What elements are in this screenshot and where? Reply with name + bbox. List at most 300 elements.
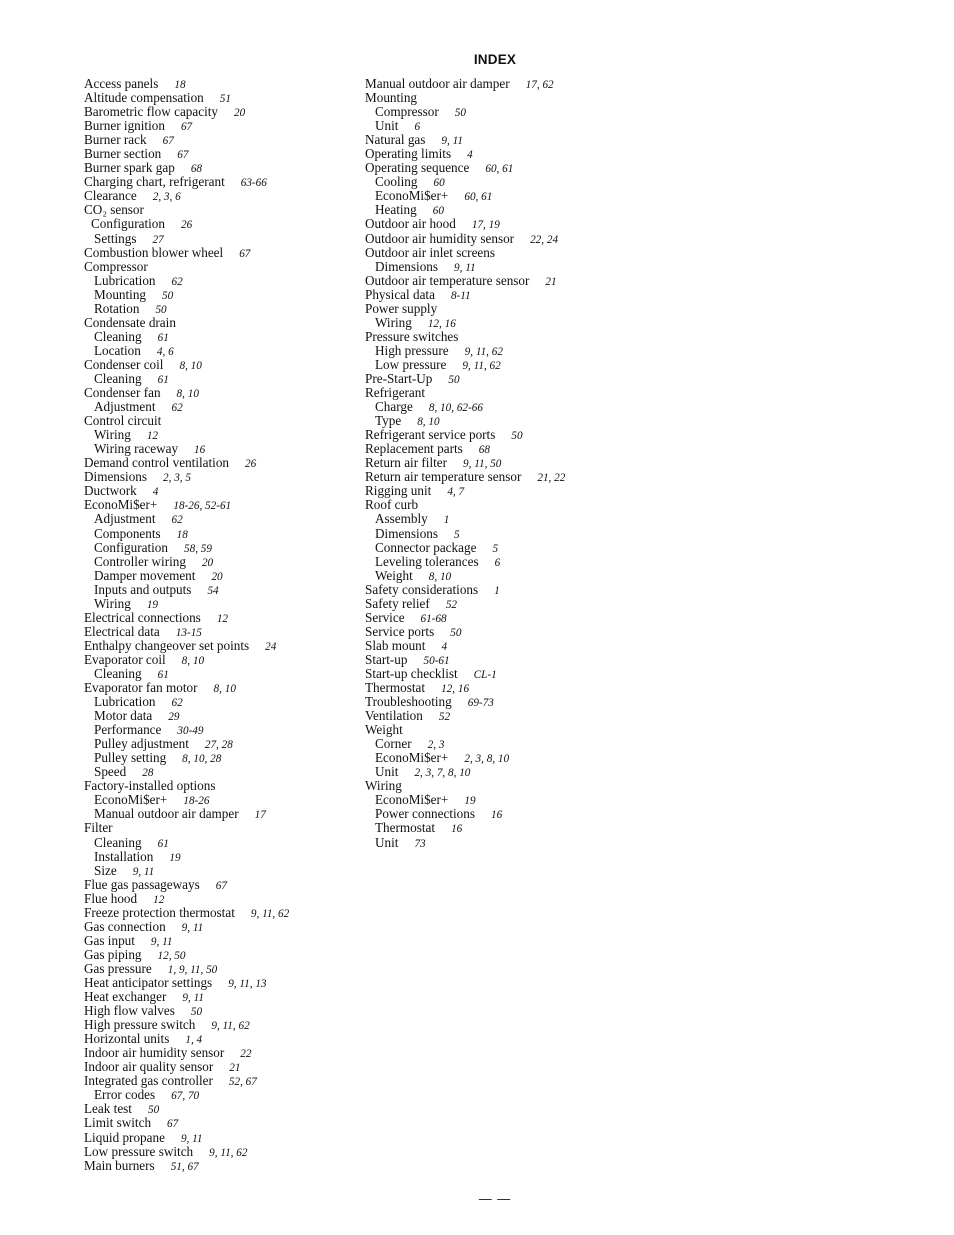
index-term: Settings xyxy=(94,230,137,246)
index-term: Components xyxy=(94,525,161,541)
index-subentry xyxy=(84,793,354,807)
index-term: Roof curb xyxy=(365,497,419,513)
index-page-ref: 68 xyxy=(190,163,203,176)
index-term: Outdoor air hood xyxy=(365,216,456,232)
index-page-ref: 27 xyxy=(152,233,164,246)
index-entry xyxy=(84,105,354,119)
index-entry xyxy=(84,133,354,147)
index-page-ref: 18-26 xyxy=(183,795,210,808)
index-entry xyxy=(84,456,354,470)
index-page-ref: 22 xyxy=(240,1048,252,1061)
index-term: Weight xyxy=(375,567,413,583)
index-page-ref: 61 xyxy=(157,837,169,850)
index-page-ref: CL-1 xyxy=(473,668,497,681)
index-page-ref: 67 xyxy=(167,1118,179,1131)
index-term: Motor data xyxy=(94,708,153,724)
index-subentry xyxy=(84,597,354,611)
index-entry xyxy=(84,878,354,892)
index-entry xyxy=(84,1018,354,1032)
index-entry xyxy=(84,990,354,1004)
index-subentry xyxy=(84,751,354,765)
index-entry xyxy=(84,653,354,667)
index-term: Low pressure xyxy=(375,356,447,372)
index-term: Dimensions xyxy=(375,258,439,274)
index-page-ref: 21, 22 xyxy=(537,472,566,485)
index-term: Cleaning xyxy=(94,834,142,850)
page-footer: — — xyxy=(478,1191,512,1206)
index-page-ref: 21 xyxy=(229,1062,241,1075)
index-page-ref: 58, 59 xyxy=(184,542,212,555)
index-page-ref: 50 xyxy=(450,626,462,639)
index-term: Manual outdoor air damper xyxy=(94,806,239,822)
index-entry xyxy=(84,161,354,175)
index-term: Enthalpy changeover set points xyxy=(84,637,250,653)
index-entry xyxy=(84,934,354,948)
index-subentry xyxy=(84,807,354,821)
index-entry xyxy=(84,386,354,400)
index-page-ref: 62 xyxy=(171,514,183,527)
index-page-ref: 8, 10, 62-66 xyxy=(428,402,483,415)
index-term: Thermostat xyxy=(365,680,426,696)
index-page-ref: 19 xyxy=(169,851,181,864)
index-entry xyxy=(365,91,665,105)
index-page-ref: 52 xyxy=(438,711,451,724)
index-page-ref: 50 xyxy=(511,430,523,443)
index-entry xyxy=(365,723,665,737)
index-subentry xyxy=(365,203,665,217)
index-subentry xyxy=(84,723,354,737)
index-term: Burner ignition xyxy=(84,118,165,134)
index-term: Controller wiring xyxy=(94,553,186,569)
index-term: Indoor air quality sensor xyxy=(84,1059,214,1075)
index-page-ref: 2, 3, 6 xyxy=(152,191,181,204)
index-page-ref: 17 xyxy=(254,809,266,822)
index-page-ref: 26 xyxy=(245,458,257,471)
index-term: Dimensions xyxy=(84,469,148,485)
index-page-ref: 21 xyxy=(545,275,557,288)
index-term: Compressor xyxy=(84,258,148,274)
index-entry xyxy=(84,484,354,498)
index-term: Replacement parts xyxy=(365,441,463,457)
index-entry xyxy=(84,625,354,639)
index-entry xyxy=(365,288,665,302)
index-entry xyxy=(365,386,665,400)
index-term: Gas input xyxy=(84,932,135,948)
index-subentry xyxy=(84,330,354,344)
index-page-ref: 4, 6 xyxy=(156,345,174,358)
index-page-ref: 1, 9, 11, 50 xyxy=(167,963,218,976)
index-page-ref: 50 xyxy=(147,1104,160,1117)
index-term: Location xyxy=(94,342,141,358)
index-term: Refrigerant xyxy=(365,385,426,401)
index-term: Barometric flow capacity xyxy=(84,104,219,120)
index-page-ref: 12 xyxy=(146,430,159,443)
index-page-ref: 17, 19 xyxy=(471,219,500,232)
index-term: Type xyxy=(375,413,402,429)
index-page-ref: 9, 11 xyxy=(150,935,173,948)
index-subentry xyxy=(365,569,665,583)
index-term: Damper movement xyxy=(94,567,196,583)
index-term: Leveling tolerances xyxy=(375,553,479,569)
index-term: Control circuit xyxy=(84,413,162,429)
index-page-ref: 8, 10 xyxy=(176,388,199,401)
index-page-ref: 8, 10 xyxy=(213,683,236,696)
index-subentry xyxy=(84,232,354,246)
index-entry xyxy=(84,892,354,906)
index-entry xyxy=(84,920,354,934)
index-term: CO₂ sensor xyxy=(84,202,144,218)
index-page-ref: 9, 11, 62 xyxy=(211,1020,250,1033)
index-term: Gas pressure xyxy=(84,960,152,976)
index-term: Indoor air humidity sensor xyxy=(84,1045,225,1061)
index-term: Cleaning xyxy=(94,328,142,344)
index-page-ref: 69-73 xyxy=(467,697,494,710)
index-term: Clearance xyxy=(84,188,137,204)
index-entry xyxy=(365,133,665,147)
index-term: Leak test xyxy=(84,1101,132,1117)
index-subentry xyxy=(365,316,665,330)
index-term: Ductwork xyxy=(84,483,137,499)
index-term: Operating limits xyxy=(365,146,452,162)
index-subentry xyxy=(84,541,354,555)
index-subentry xyxy=(84,442,354,456)
index-term: EconoMi$er+ xyxy=(375,792,449,808)
index-term: High flow valves xyxy=(84,1003,175,1019)
index-entry xyxy=(365,611,665,625)
index-page-ref: 2, 3, 5 xyxy=(163,472,191,485)
index-entry xyxy=(365,442,665,456)
index-term: Burner section xyxy=(84,146,162,162)
index-term: Connector package xyxy=(375,539,477,555)
index-term: Demand control ventilation xyxy=(84,455,230,471)
index-page-ref: 17, 62 xyxy=(525,79,554,91)
index-subentry xyxy=(365,344,665,358)
index-subentry xyxy=(84,527,354,541)
index-term: Mounting xyxy=(94,286,147,302)
index-entry xyxy=(365,597,665,611)
index-page-ref: 28 xyxy=(142,767,154,780)
index-term: Inputs and outputs xyxy=(94,581,192,597)
index-term: Flue hood xyxy=(84,890,138,906)
index-entry xyxy=(84,1102,354,1116)
index-term: Unit xyxy=(375,118,399,134)
index-entry xyxy=(84,1032,354,1046)
index-entry xyxy=(365,484,665,498)
index-page-ref: 24 xyxy=(265,640,277,653)
index-page-ref: 2, 3 xyxy=(427,739,445,752)
index-term: Evaporator fan motor xyxy=(84,680,198,696)
index-subentry xyxy=(365,737,665,751)
index-term: Adjustment xyxy=(94,511,156,527)
index-page-ref: 13-15 xyxy=(175,626,202,639)
index-page-ref: 9, 11 xyxy=(441,135,463,148)
index-entry xyxy=(365,667,665,681)
index-entry xyxy=(84,189,354,203)
index-term: Pulley adjustment xyxy=(94,736,189,752)
index-term: Flue gas passageways xyxy=(84,876,200,892)
index-subentry xyxy=(84,372,354,386)
index-page-ref: 9, 11 xyxy=(454,261,476,274)
index-entry xyxy=(84,1159,354,1173)
index-entry xyxy=(365,246,665,260)
index-entry xyxy=(84,316,354,330)
index-page-ref: 8, 10 xyxy=(181,654,205,667)
index-page-ref: 1 xyxy=(494,584,500,597)
index-term: EconoMi$er+ xyxy=(94,792,168,808)
index-term: Error codes xyxy=(94,1087,156,1103)
index-page-ref: 54 xyxy=(207,584,219,597)
index-term: Start-up xyxy=(365,651,408,667)
index-column-right xyxy=(365,77,665,850)
index-term: Installation xyxy=(94,848,154,864)
index-page-ref: 27, 28 xyxy=(204,739,233,752)
index-subentry xyxy=(365,260,665,274)
index-entry xyxy=(365,639,665,653)
index-term: Wiring xyxy=(365,778,402,794)
index-term: Adjustment xyxy=(94,399,156,415)
index-entry xyxy=(84,976,354,990)
index-entry xyxy=(84,821,354,835)
index-term: Lubrication xyxy=(94,272,156,288)
index-term: Service xyxy=(365,609,405,625)
index-page-ref: 63-66 xyxy=(240,177,267,190)
index-page-ref: 5 xyxy=(492,542,499,555)
index-page-ref: 9, 11, 13 xyxy=(228,978,267,990)
index-page-ref: 12, 50 xyxy=(157,949,186,962)
index-term: Assembly xyxy=(375,511,428,527)
index-page-ref: 20 xyxy=(211,570,223,583)
index-term: Performance xyxy=(94,722,162,738)
index-page-ref: 4 xyxy=(467,149,473,162)
index-entry xyxy=(84,470,354,484)
index-term: EconoMi$er+ xyxy=(84,497,158,513)
index-subentry xyxy=(84,765,354,779)
index-term: Rotation xyxy=(94,300,140,316)
index-term: Size xyxy=(94,862,117,878)
index-term: Outdoor air inlet screens xyxy=(365,244,496,260)
index-page-ref: 8, 10, 28 xyxy=(182,753,222,766)
index-term: Corner xyxy=(375,736,412,752)
index-entry xyxy=(365,77,665,91)
index-term: Electrical data xyxy=(84,623,160,639)
index-subentry xyxy=(84,1088,354,1102)
index-subentry xyxy=(365,400,665,414)
index-page-ref: 60 xyxy=(432,205,444,218)
index-term: Condenser coil xyxy=(84,356,164,372)
index-entry xyxy=(365,161,665,175)
index-term: Access panels xyxy=(84,76,159,91)
index-page-ref: 1 xyxy=(443,514,450,527)
index-entry xyxy=(84,414,354,428)
index-page-ref: 9, 11, 62 xyxy=(462,359,501,372)
index-page-ref: 20 xyxy=(201,556,214,569)
index-entry xyxy=(365,709,665,723)
index-entry xyxy=(365,498,665,512)
index-term: Mounting xyxy=(365,90,418,106)
index-entry xyxy=(365,217,665,231)
index-term: Wiring raceway xyxy=(94,441,179,457)
index-term: Weight xyxy=(365,722,403,738)
index-term: Condenser fan xyxy=(84,385,161,401)
index-column-left xyxy=(84,77,354,1173)
index-page-ref: 12 xyxy=(216,612,228,625)
index-page-ref: 67 xyxy=(239,247,251,260)
index-page-ref: 19 xyxy=(146,598,159,611)
index-term: Gas connection xyxy=(84,918,166,934)
index-entry xyxy=(365,695,665,709)
index-subentry xyxy=(84,864,354,878)
index-page-ref: 4, 7 xyxy=(447,486,465,499)
index-page-ref: 12, 16 xyxy=(427,317,456,330)
index-subentry xyxy=(365,765,665,779)
index-term: Horizontal units xyxy=(84,1031,170,1047)
index-page-ref: 18-26, 52-61 xyxy=(173,500,232,513)
index-entry xyxy=(84,498,354,512)
index-term: Charge xyxy=(375,399,413,415)
index-term: Manual outdoor air damper xyxy=(365,76,510,91)
index-term: Return air filter xyxy=(365,455,448,471)
index-page-ref: 9, 11, 62 xyxy=(464,345,503,358)
index-term: Evaporator coil xyxy=(84,651,166,667)
index-page-ref: 16 xyxy=(490,809,503,822)
index-subentry xyxy=(365,555,665,569)
index-subentry xyxy=(365,358,665,372)
index-page-ref: 9, 11 xyxy=(182,992,204,1005)
index-term: Cooling xyxy=(375,174,418,190)
index-page-ref: 30-49 xyxy=(177,725,204,738)
index-subentry xyxy=(365,541,665,555)
index-page-ref: 2, 3, 8, 10 xyxy=(464,753,510,766)
index-term: Wiring xyxy=(94,427,131,443)
index-term: High pressure switch xyxy=(84,1017,196,1033)
index-term: Configuration xyxy=(94,539,168,555)
index-subentry xyxy=(365,414,665,428)
index-subentry xyxy=(84,400,354,414)
index-entry xyxy=(365,779,665,793)
index-subentry xyxy=(84,217,354,231)
index-subentry xyxy=(365,189,665,203)
index-subentry xyxy=(365,793,665,807)
index-term: Pressure switches xyxy=(365,328,459,344)
index-term: Outdoor air humidity sensor xyxy=(365,230,515,246)
index-page-ref: 9, 11, 62 xyxy=(209,1146,248,1159)
index-page-ref: 67, 70 xyxy=(171,1090,200,1103)
index-subentry xyxy=(84,836,354,850)
index-page-ref: 51 xyxy=(219,93,231,106)
index-page-ref: 50-61 xyxy=(423,654,450,667)
index-entry xyxy=(365,681,665,695)
index-term: Rigging unit xyxy=(365,483,432,499)
index-term: Compressor xyxy=(375,104,439,120)
index-term: Gas piping xyxy=(84,946,142,962)
index-page-ref: 29 xyxy=(168,711,180,724)
index-term: Heat exchanger xyxy=(84,989,167,1005)
index-page-ref: 62 xyxy=(171,275,183,288)
index-entry xyxy=(365,470,665,484)
index-entry xyxy=(365,372,665,386)
index-page-ref: 6 xyxy=(494,556,501,569)
index-term: Safety considerations xyxy=(365,581,479,597)
index-page-ref: 6 xyxy=(414,121,421,134)
index-page-ref: 4 xyxy=(152,486,159,499)
index-page-ref: 73 xyxy=(414,837,426,850)
index-entry xyxy=(84,681,354,695)
index-page-ref: 51, 67 xyxy=(170,1160,199,1173)
index-term: Main burners xyxy=(84,1157,155,1173)
index-subentry xyxy=(84,737,354,751)
index-term: Heating xyxy=(375,202,417,218)
index-entry xyxy=(84,639,354,653)
index-page-ref: 9, 11, 50 xyxy=(463,458,502,471)
index-page-ref: 50 xyxy=(454,107,466,120)
index-subentry xyxy=(365,175,665,189)
index-term: Operating sequence xyxy=(365,160,470,176)
index-term: Limit switch xyxy=(84,1115,152,1131)
index-entry xyxy=(84,77,354,91)
index-page-ref: 16 xyxy=(194,444,206,457)
index-subentry xyxy=(84,555,354,569)
index-term: Integrated gas controller xyxy=(84,1073,213,1089)
index-entry xyxy=(84,1131,354,1145)
index-subentry xyxy=(84,302,354,316)
index-term: Service ports xyxy=(365,623,435,639)
index-page-ref: 52, 67 xyxy=(228,1076,257,1089)
index-entry xyxy=(84,119,354,133)
index-page-ref: 9, 11 xyxy=(180,1132,203,1145)
index-term: Dimensions xyxy=(375,525,439,541)
index-term: Factory-installed options xyxy=(84,778,216,794)
index-term: Burner rack xyxy=(84,132,147,148)
index-subentry xyxy=(365,821,665,835)
index-page-ref: 8-11 xyxy=(450,289,471,302)
index-page-ref: 26 xyxy=(181,219,193,232)
index-page-ref: 50 xyxy=(190,1006,203,1019)
index-term: Cleaning xyxy=(94,665,142,681)
index-entry xyxy=(365,653,665,667)
index-page-ref: 18 xyxy=(176,528,188,541)
index-page-ref: 52 xyxy=(445,598,457,611)
index-entry xyxy=(84,906,354,920)
index-term: EconoMi$er+ xyxy=(375,750,449,766)
index-term: Thermostat xyxy=(375,820,436,836)
index-term: Charging chart, refrigerant xyxy=(84,174,225,190)
index-subentry xyxy=(84,695,354,709)
index-term: Troubleshooting xyxy=(365,694,452,710)
index-page-ref: 67 xyxy=(162,135,174,148)
index-page-ref: 19 xyxy=(464,795,476,808)
page-title: INDEX xyxy=(473,52,517,67)
index-entry xyxy=(365,583,665,597)
index-term: Start-up checklist xyxy=(365,665,458,681)
index-entry xyxy=(84,1004,354,1018)
index-entry xyxy=(365,625,665,639)
index-page-ref: 18 xyxy=(174,79,186,91)
index-page-ref: 61-68 xyxy=(420,612,447,625)
index-term: Ventilation xyxy=(365,708,423,724)
index-entry xyxy=(84,1060,354,1074)
index-term: Combustion blower wheel xyxy=(84,244,224,260)
index-entry xyxy=(84,203,354,217)
index-term: EconoMi$er+ xyxy=(375,188,449,204)
index-page-ref: 2, 3, 7, 8, 10 xyxy=(414,767,471,780)
index-entry xyxy=(84,1046,354,1060)
index-subentry xyxy=(365,527,665,541)
index-page-ref: 8, 10 xyxy=(417,416,440,429)
index-entry xyxy=(84,1116,354,1130)
index-page-ref: 61 xyxy=(157,668,169,681)
index-term: Refrigerant service ports xyxy=(365,427,496,443)
index-entry xyxy=(365,428,665,442)
